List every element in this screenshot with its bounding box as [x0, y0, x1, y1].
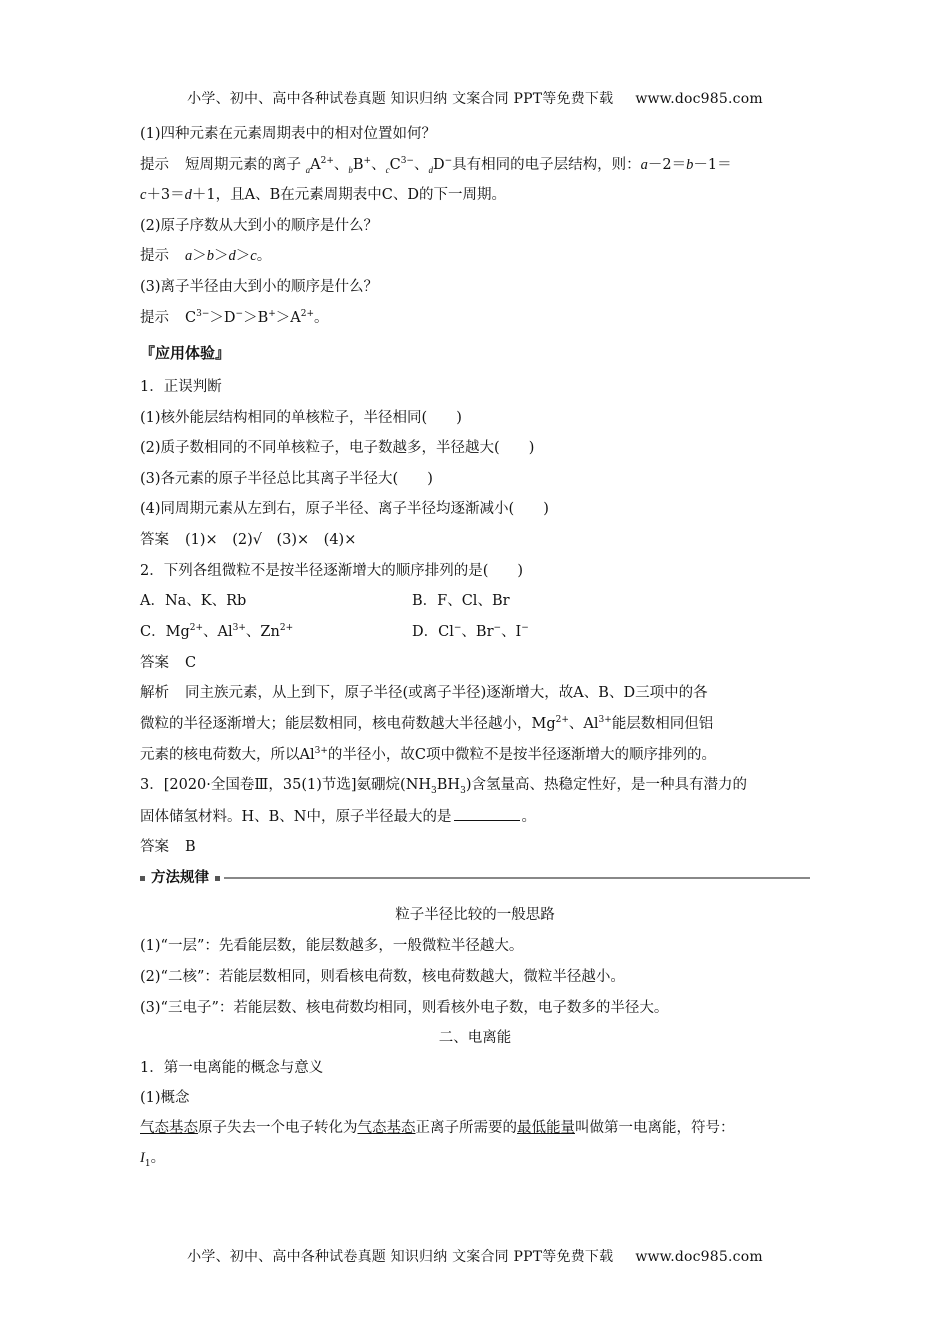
practice-item-3-line1: 3．[2020·全国卷Ⅲ，35(1)节选]氨硼烷$(NH_3BH_3)$含氢量高、热稳定性好，是一种具有潜力的 [140, 777, 747, 796]
practice-item-1: 1．正误判断 [140, 379, 222, 395]
answer-label: 答案 [140, 532, 169, 548]
options-row-2 [140, 622, 820, 642]
option-c: C．$Mg^{2+}$、$Al^{3+}$、$Zn^{2+}$ [140, 623, 294, 640]
method-rule-3: (3)“三电子”：若能层数、核电荷数均相同，则看核外电子数，电子数多的半径大。 [140, 1000, 669, 1016]
answer-blank [454, 806, 520, 821]
header-text: 小学、初中、高中各种试卷真题 知识归纳 文案合同 PPT等免费下载 [187, 91, 614, 107]
answer-3: 答案 B [140, 839, 196, 855]
definition-line-1: 气态基态原子失去一个电子转化为气态基态正离子所需要的最低能量叫做第一电离能，符号： [140, 1120, 735, 1136]
answer-1: 答案 (1)× (2)√ (3)× (4)× [140, 532, 357, 548]
section-2-title: 二、电离能 [438, 1030, 512, 1046]
method-heading: 方法规律 [140, 868, 810, 888]
method-rule-2: (2)“二核”：若能层数相同，则看核电荷数，核电荷数越大，微粒半径越小。 [140, 969, 625, 985]
hint-label: 提示 [140, 157, 169, 173]
page-header [0, 88, 950, 108]
section-2-sub-1: 1．第一电离能的概念与意义 [140, 1060, 324, 1076]
page-footer [0, 1246, 950, 1266]
statement-4: (4)同周期元素从左到右，原子半径、离子半径均逐渐减小( ) [140, 501, 549, 517]
hint-1-line1: 提示 短周期元素的离子 $_aA^{2+}$、$_b$B+、$_cC^{3-}$、$_d$D−具有相同的电子层结构，则：a－2＝b－1＝ [140, 156, 732, 175]
option-b: B．F、Cl、Br [412, 593, 510, 609]
method-rule-1: (1)“一层”：先看能层数，能层数越多，一般微粒半径越大。 [140, 938, 524, 954]
statement-1: (1)核外能层结构相同的单核粒子，半径相同( ) [140, 410, 462, 426]
answer-2: 答案 C [140, 655, 197, 671]
practice-item-3-line2: 固体储氢材料。H、B、N中，原子半径最大的是 。 [140, 806, 536, 827]
question-3: (3)离子半径由大到小的顺序是什么？ [140, 279, 379, 295]
statement-3: (3)各元素的原子半径总比其离子半径大( ) [140, 471, 433, 487]
footer-text: 小学、初中、高中各种试卷真题 知识归纳 文案合同 PPT等免费下载 [187, 1249, 614, 1265]
options-row-1 [140, 591, 510, 611]
section-2-concept: (1)概念 [140, 1090, 190, 1106]
method-title: 粒子半径比较的一般思路 [395, 907, 555, 923]
option-a: A．Na、K、Rb [140, 593, 247, 609]
hint-1-line2: c＋3＝d＋1，且A、B在元素周期表中C、D的下一周期。 [140, 187, 507, 203]
question-1: (1)四种元素在元素周期表中的相对位置如何？ [140, 126, 437, 142]
analysis-label: 解析 [140, 685, 169, 701]
footer-site: www.doc985.com [635, 1249, 763, 1265]
analysis-line-2: 微粒的半径逐渐增大；能层数相同，核电荷数越大半径越小，$Mg^{2+}$、$Al^{3+}$能层数相同但铝 [140, 715, 714, 732]
practice-title: 『应用体验』 [140, 344, 231, 362]
option-d: D．Cl−、Br−、I− [412, 623, 529, 640]
hint-2: 提示 a＞b＞d＞c。 [140, 248, 272, 264]
square-bullet-icon [215, 876, 220, 881]
definition-line-2: $I_1$。 [140, 1150, 166, 1169]
practice-item-2: 2．下列各组微粒不是按半径逐渐增大的顺序排列的是( ) [140, 563, 524, 579]
analysis-line-1: 解析 同主族元素，从上到下，原子半径(或离子半径)逐渐增大，故A、B、D三项中的各 [140, 685, 708, 701]
hint-3: 提示 $C^{3-}>D^->B^+>A^{2+}$。 [140, 309, 329, 326]
analysis-line-3: 元素的核电荷数大，所以$Al^{3+}$的半径小，故C项中微粒不是按半径逐渐增大的顺序排列的。 [140, 746, 716, 763]
header-site: www.doc985.com [635, 91, 763, 107]
statement-2: (2)质子数相同的不同单核粒子，电子数越多，半径越大( ) [140, 440, 535, 456]
square-bullet-icon [140, 876, 145, 881]
question-2: (2)原子序数从大到小的顺序是什么？ [140, 218, 379, 234]
heading-rule [224, 877, 810, 879]
